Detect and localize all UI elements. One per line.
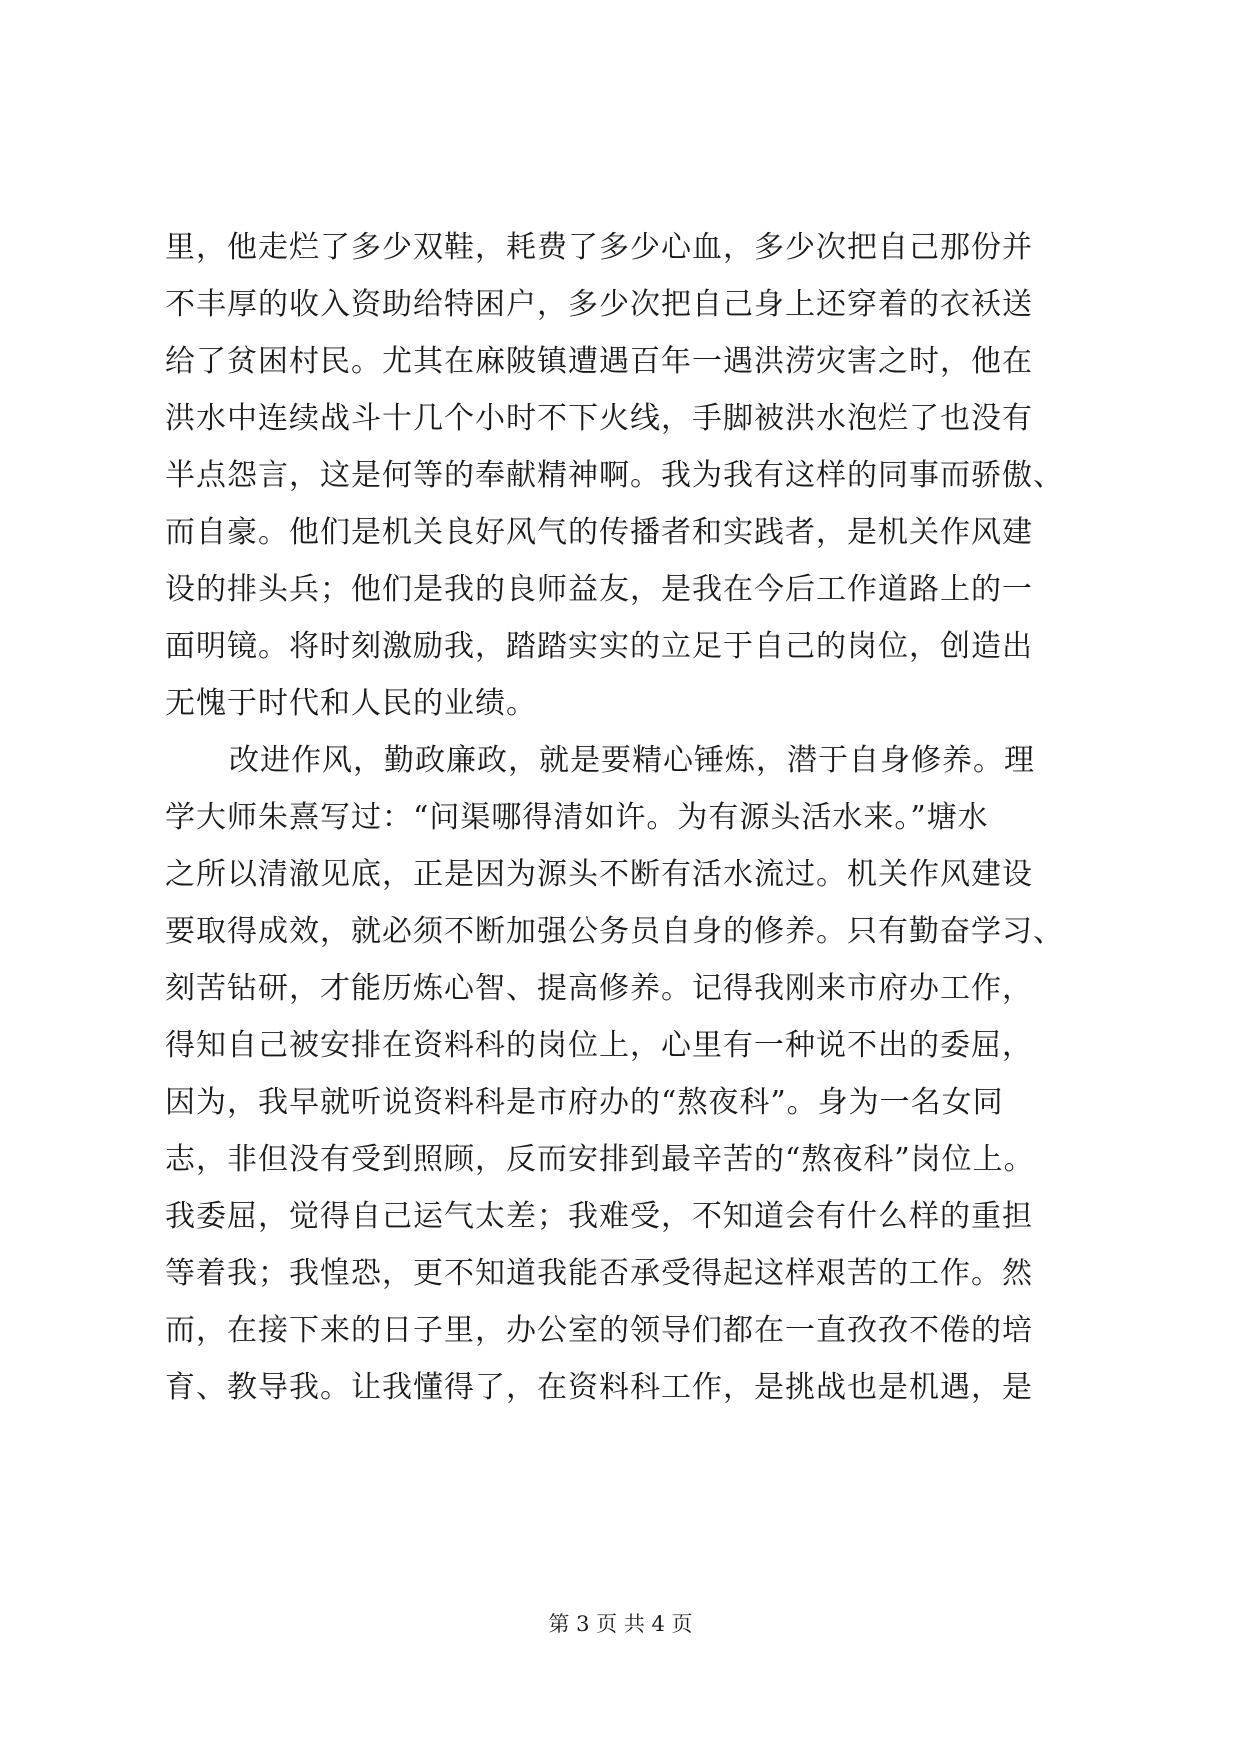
- paragraph-first-line: 改进作风，勤政廉政，就是要精心锤炼，潜于自身修养。理: [229, 743, 1035, 778]
- text-line: 给了贫困村民。尤其在麻陂镇遭遇百年一遇洪涝灾害之时，他在: [165, 344, 1033, 379]
- text-line: 刻苦钻研，才能历炼心智、提高修养。记得我刚来市府办工作，: [165, 971, 1033, 1006]
- text-line: 不丰厚的收入资助给特困户，多少次把自己身上还穿着的衣袄送: [165, 287, 1033, 322]
- text-line: 而，在接下来的日子里，办公室的领导们都在一直孜孜不倦的培: [165, 1313, 1033, 1348]
- text-line: 因为，我早就听说资料科是市府办的“熬夜科”。身为一名女同: [165, 1085, 1004, 1120]
- text-line: 志，非但没有受到照顾，反而安排到最辛苦的“熬夜科”岗位上。: [165, 1142, 1035, 1177]
- text-line: 半点怨言，这是何等的奉献精神啊。我为我有这样的同事而骄傲、: [165, 458, 1064, 493]
- text-line: 而自豪。他们是机关良好风气的传播者和实践者，是机关作风建: [165, 515, 1033, 550]
- text-line: 设的排头兵；他们是我的良师益友，是我在今后工作道路上的一: [165, 572, 1033, 607]
- text-line: 洪水中连续战斗十几个小时不下火线，手脚被洪水泡烂了也没有: [165, 401, 1033, 436]
- text-line: 要取得成效，就必须不断加强公务员自身的修养。只有勤奋学习、: [165, 914, 1064, 949]
- page-number-footer: 第 3 页 共 4 页: [548, 1612, 693, 1636]
- text-line: 面明镜。将时刻激励我，踏踏实实的立足于自己的岗位，创造出: [165, 629, 1033, 664]
- text-line: 育、教导我。让我懂得了，在资料科工作，是挑战也是机遇，是: [165, 1370, 1033, 1405]
- text-line: 我委屈，觉得自己运气太差；我难受，不知道会有什么样的重担: [165, 1199, 1033, 1234]
- text-line: 学大师朱熹写过：“问渠哪得清如许。为有源头活水来。”塘水: [165, 800, 989, 835]
- text-line: 里，他走烂了多少双鞋，耗费了多少心血，多少次把自己那份并: [165, 230, 1033, 265]
- text-line: 等着我；我惶恐，更不知道我能否承受得起这样艰苦的工作。然: [165, 1256, 1033, 1291]
- text-line: 得知自己被安排在资料科的岗位上，心里有一种说不出的委屈，: [165, 1028, 1033, 1063]
- text-line: 之所以清澈见底，正是因为源头不断有活水流过。机关作风建设: [165, 857, 1033, 892]
- text-line: 无愧于时代和人民的业绩。: [165, 686, 537, 721]
